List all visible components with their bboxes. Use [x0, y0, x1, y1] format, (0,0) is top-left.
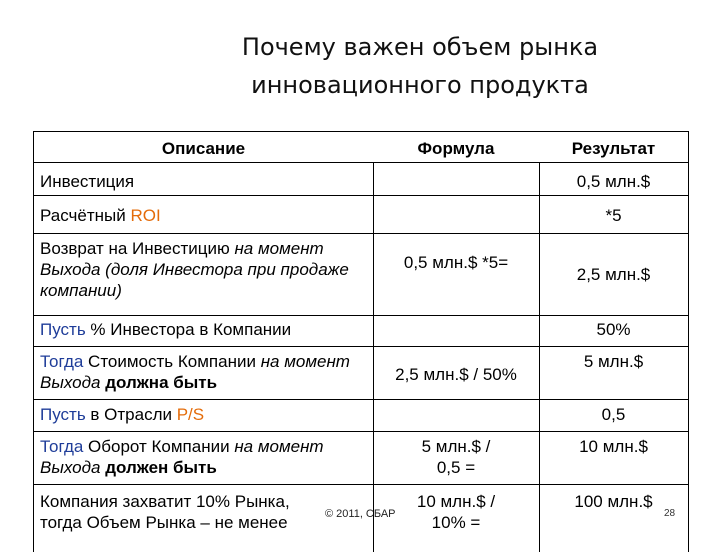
italic-run: на момент Выхода — [40, 437, 324, 477]
row-result: 100 млн.$ — [574, 492, 653, 511]
roi-highlight: ROI — [130, 206, 161, 225]
formula-line: 10% = — [431, 513, 481, 532]
valuation-table — [33, 131, 689, 552]
formula-line: 5 млн.$ / — [421, 437, 491, 456]
row-divider — [34, 431, 688, 432]
italic-run: на момент Выхода (доля Инвестора при продаже компании) — [40, 239, 349, 300]
row-formula — [373, 491, 539, 533]
header-result: Результат — [571, 139, 656, 158]
formula-line: 0,5 = — [436, 458, 476, 477]
row-description — [40, 404, 370, 425]
text-run: Оборот Компании — [83, 437, 235, 456]
column-divider — [373, 233, 374, 315]
text-run: в Отрасли — [85, 405, 177, 424]
bold-run: должна быть — [100, 373, 218, 392]
page-number: 28 — [664, 508, 676, 519]
header-divider — [34, 162, 688, 163]
bold-run: должен быть — [100, 458, 217, 477]
row-result: 5 млн.$ — [583, 352, 644, 371]
row-description — [40, 351, 370, 393]
keyword-then: Тогда — [40, 437, 84, 456]
italic-run: на момент Выхода — [40, 352, 350, 392]
row-formula: 0,5 млн.$ *5= — [403, 253, 509, 272]
row-result: 0,5 млн.$ — [576, 172, 651, 191]
description-line: тогда Объем Рынка – не менее — [40, 513, 288, 532]
page-title-line-1: Почему важен объем рынка — [241, 33, 599, 61]
row-formula — [373, 436, 539, 478]
description-line: Компания захватит 10% Рынка, — [40, 492, 290, 511]
row-description — [40, 491, 370, 533]
row-result: 50% — [596, 320, 631, 339]
row-result: 2,5 млн.$ — [576, 265, 651, 284]
row-formula: 2,5 млн.$ / 50% — [395, 365, 517, 384]
row-result: 0,5 — [601, 405, 626, 424]
row-description — [40, 319, 370, 340]
row-description — [40, 238, 370, 301]
row-description — [40, 205, 370, 226]
row-description — [40, 436, 370, 478]
row-divider — [34, 484, 688, 485]
row-divider — [34, 315, 688, 316]
row-divider — [34, 195, 688, 196]
keyword-then: Тогда — [40, 352, 84, 371]
page-title — [180, 28, 660, 104]
header-description: Описание — [161, 139, 246, 158]
formula-line: 10 млн.$ / — [416, 492, 496, 511]
copyright-notice: © 2011, СБАР — [325, 508, 396, 520]
keyword-let: Пусть — [40, 320, 86, 339]
text-run: % Инвестора в Компании — [85, 320, 292, 339]
page-title-line-2: инновационного продукта — [251, 71, 589, 99]
row-divider — [34, 399, 688, 400]
text-run: Стоимость Компании — [83, 352, 261, 371]
ps-highlight: P/S — [176, 405, 205, 424]
column-divider — [373, 162, 374, 233]
column-divider — [373, 399, 374, 431]
row-result: 10 млн.$ — [579, 437, 648, 456]
row-description: Инвестиция — [40, 172, 135, 191]
header-formula: Формула — [417, 139, 495, 158]
keyword-let: Пусть — [40, 405, 86, 424]
text-run: Возврат на Инвестицию — [40, 239, 235, 258]
row-divider — [34, 346, 688, 347]
row-result: *5 — [605, 206, 622, 225]
row-divider — [34, 233, 688, 234]
text-run: Расчётный — [40, 206, 131, 225]
column-divider — [373, 315, 374, 346]
